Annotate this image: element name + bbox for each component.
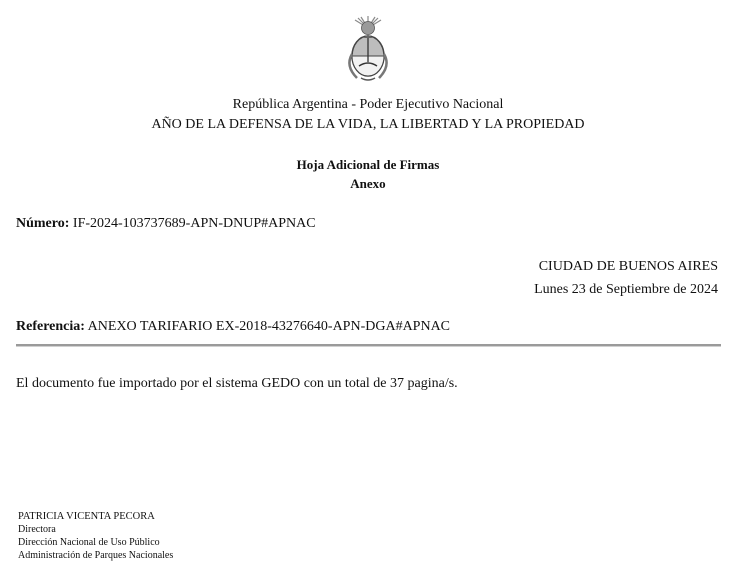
document-subtitle: Anexo bbox=[350, 176, 386, 191]
referencia-label: Referencia: bbox=[16, 319, 85, 334]
date-line: Lunes 23 de Septiembre de 2024 bbox=[534, 282, 718, 297]
signer-organization: Administración de Parques Nacionales bbox=[18, 550, 174, 561]
document-body: El documento fue importado por el sistema GEDO con un total de 37 pagina/s. bbox=[16, 376, 458, 391]
numero-label: Número: bbox=[16, 216, 70, 231]
section-divider bbox=[16, 344, 721, 347]
signer-name: PATRICIA VICENTA PECORA bbox=[18, 511, 155, 522]
numero-field bbox=[16, 216, 316, 232]
argentina-coat-of-arms-icon bbox=[337, 14, 399, 84]
signature-block bbox=[18, 510, 173, 562]
referencia-field bbox=[16, 319, 450, 335]
header-year-motto: AÑO DE LA DEFENSA DE LA VIDA, LA LIBERTAD Y LA PROPIEDAD bbox=[151, 117, 585, 132]
referencia-value: ANEXO TARIFARIO EX-2018-43276640-APN-DGA#APNAC bbox=[87, 319, 451, 334]
signer-department: Dirección Nacional de Uso Público bbox=[18, 537, 160, 548]
header-republic-line: República Argentina - Poder Ejecutivo Nacional bbox=[232, 97, 504, 112]
document-title: Hoja Adicional de Firmas bbox=[296, 157, 440, 172]
signer-role: Directora bbox=[18, 524, 56, 535]
numero-value: IF-2024-103737689-APN-DNUP#APNAC bbox=[72, 216, 316, 231]
city-line: CIUDAD DE BUENOS AIRES bbox=[538, 259, 718, 274]
